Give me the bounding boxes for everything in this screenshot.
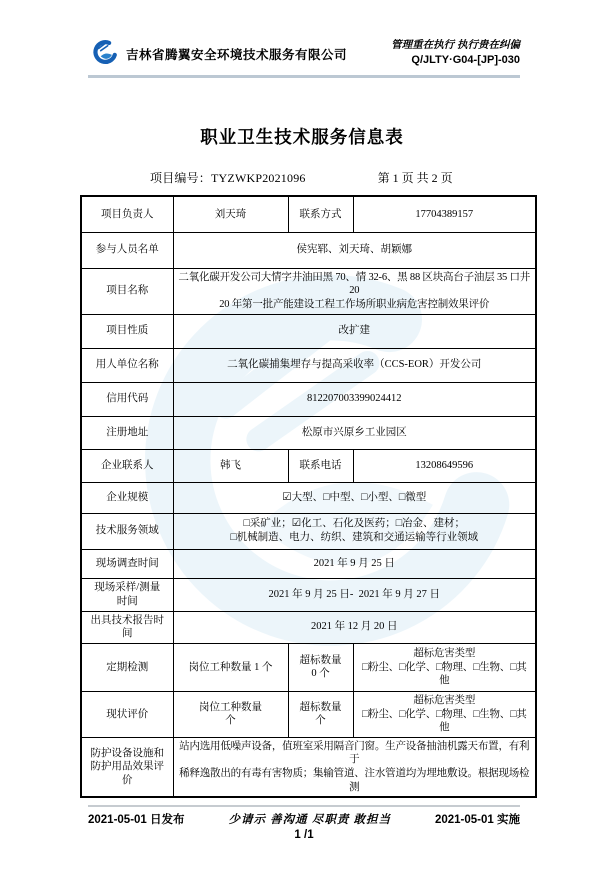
registered-address-label: 注册地址 bbox=[81, 416, 173, 449]
status-evaluation-job-count: 岗位工种数量 个 bbox=[173, 691, 288, 737]
report-date-label: 出具技术报告时 间 bbox=[81, 611, 173, 643]
table-row bbox=[81, 268, 536, 314]
employer-name-value: 二氧化碳捕集埋存与提高采收率（CCS-EOR）开发公司 bbox=[173, 348, 536, 382]
page-number: 1 /1 bbox=[294, 829, 314, 842]
project-nature-value: 改扩建 bbox=[173, 314, 536, 348]
project-name-label: 项目名称 bbox=[81, 268, 173, 314]
page-footer bbox=[88, 811, 520, 827]
document-code: Q/JLTY·G04-[JP]-030 bbox=[411, 54, 520, 67]
header-divider bbox=[88, 75, 520, 78]
table-row bbox=[81, 549, 536, 578]
company-scale-checkboxes: ☑大型、□中型、□小型、□微型 bbox=[173, 482, 536, 513]
project-leader-value: 刘天琦 bbox=[173, 196, 288, 232]
table-row bbox=[81, 382, 536, 416]
table-row bbox=[81, 513, 536, 549]
project-name-value: 二氧化碳开发公司大情字井油田黑 70、情 32-6、黑 88 区块高台子油层 35 口井 20 20 年第一批产能建设工程工作场所职业病危害控制效果评价 bbox=[173, 268, 536, 314]
status-evaluation-label: 现状评价 bbox=[81, 691, 173, 737]
credit-code-value: 812207003399024412 bbox=[173, 382, 536, 416]
table-row bbox=[81, 578, 536, 611]
footer-motto: 少请示 善沟通 尽职责 敢担当 bbox=[228, 814, 392, 827]
header-slogan: 管理重在执行 执行贵在纠偏 bbox=[391, 39, 520, 51]
project-leader-label: 项目负责人 bbox=[81, 196, 173, 232]
meta-line bbox=[150, 169, 520, 186]
periodic-testing-job-count: 岗位工种数量 1 个 bbox=[173, 643, 288, 691]
status-evaluation-exceed-count: 超标数量 个 bbox=[288, 691, 353, 737]
company-contact-label: 企业联系人 bbox=[81, 449, 173, 482]
footer-divider bbox=[88, 805, 520, 807]
sampling-date-value: 2021 年 9 月 25 日- 2021 年 9 月 27 日 bbox=[173, 578, 536, 611]
participants-label: 参与人员名单 bbox=[81, 232, 173, 268]
project-nature-label: 项目性质 bbox=[81, 314, 173, 348]
periodic-testing-exceed-count: 超标数量 0 个 bbox=[288, 643, 353, 691]
contact-tel-value: 13208649596 bbox=[353, 449, 536, 482]
status-evaluation-exceed-types: 超标危害类型 □粉尘、□化学、□物理、□生物、□其 他 bbox=[353, 691, 536, 737]
credit-code-label: 信用代码 bbox=[81, 382, 173, 416]
page-title: 职业卫生技术服务信息表 bbox=[200, 127, 404, 148]
contact-tel-label: 联系电话 bbox=[288, 449, 353, 482]
company-scale-label: 企业规模 bbox=[81, 482, 173, 513]
contact-method-label: 联系方式 bbox=[288, 196, 353, 232]
table-row bbox=[81, 416, 536, 449]
table-row bbox=[81, 314, 536, 348]
page-header bbox=[88, 38, 520, 69]
sampling-date-label: 现场采样/测量 时间 bbox=[81, 578, 173, 611]
service-field-label: 技术服务领域 bbox=[81, 513, 173, 549]
company-logo-swoosh-icon bbox=[88, 38, 119, 69]
project-number-value: TYZWKP2021096 bbox=[211, 171, 306, 186]
company-name: 吉林省腾翼安全环境技术服务有限公司 bbox=[126, 47, 348, 62]
release-date: 2021-05-01 日发布 bbox=[88, 814, 185, 827]
page-indicator: 第 1 页 共 2 页 bbox=[377, 171, 453, 186]
report-date-value: 2021 年 12 月 20 日 bbox=[173, 611, 536, 643]
participants-value: 侯宪郓、刘天琦、胡颖娜 bbox=[173, 232, 536, 268]
implement-date: 2021-05-01 实施 bbox=[434, 814, 520, 827]
document-page bbox=[0, 38, 604, 892]
project-number-label: 项目编号： bbox=[150, 171, 212, 186]
survey-date-label: 现场调查时间 bbox=[81, 549, 173, 578]
table-row bbox=[81, 449, 536, 482]
service-field-checkboxes: □采矿业；☑化工、石化及医药；□冶金、建材； □机械制造、电力、纺织、建筑和交通运输等行业领域 bbox=[173, 513, 536, 549]
periodic-testing-exceed-types: 超标危害类型 □粉尘、□化学、□物理、□生物、□其 他 bbox=[353, 643, 536, 691]
table-row bbox=[81, 232, 536, 268]
table-row bbox=[81, 691, 536, 737]
registered-address-value: 松原市兴原乡工业园区 bbox=[173, 416, 536, 449]
protection-evaluation-value: 站内选用低噪声设备，值班室采用隔音门窗。生产设备抽油机露天布置，有利于 稀释逸散出的有毒有害物质；集输管道、注水管道均为埋地敷设。根据现场检测 bbox=[173, 737, 536, 797]
table-row bbox=[81, 737, 536, 797]
table-row bbox=[81, 348, 536, 382]
employer-name-label: 用人单位名称 bbox=[81, 348, 173, 382]
info-table bbox=[80, 195, 537, 798]
table-row bbox=[81, 196, 536, 232]
contact-method-value: 17704389157 bbox=[353, 196, 536, 232]
protection-evaluation-label: 防护设备设施和 防护用品效果评 价 bbox=[81, 737, 173, 797]
table-row bbox=[81, 611, 536, 643]
company-contact-value: 韩飞 bbox=[173, 449, 288, 482]
table-row bbox=[81, 643, 536, 691]
periodic-testing-label: 定期检测 bbox=[81, 643, 173, 691]
survey-date-value: 2021 年 9 月 25 日 bbox=[173, 549, 536, 578]
table-row bbox=[81, 482, 536, 513]
